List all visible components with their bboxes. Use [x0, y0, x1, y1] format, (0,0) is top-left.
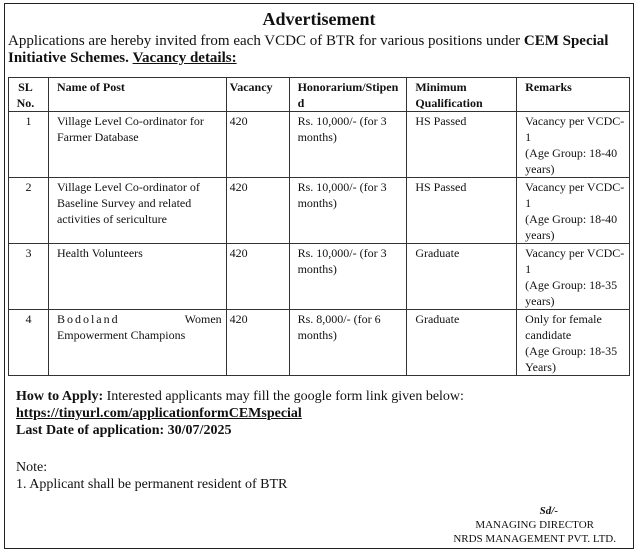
remarks-eligibility: Only for female candidate — [525, 312, 602, 342]
last-date: Last Date of application: 30/07/2025 — [16, 423, 232, 438]
cell-post: Health Volunteers — [48, 244, 226, 310]
cell-sl: 4 — [9, 310, 49, 376]
application-form-link[interactable]: https://tinyurl.com/applicationformCEMspecial — [16, 406, 302, 421]
cell-qualification: HS Passed — [407, 178, 517, 244]
header-remarks: Remarks — [517, 78, 630, 112]
cell-honorarium: Rs. 8,000/- (for 6 months) — [289, 310, 407, 376]
header-post: Name of Post — [48, 78, 226, 112]
note-label: Note: — [16, 460, 48, 475]
post-line-2: Empowerment Champions — [56, 328, 186, 342]
signatory-designation: MANAGING DIRECTOR — [475, 519, 594, 531]
cell-vacancy: 420 — [226, 178, 289, 244]
intro-text: Applications are hereby invited from each VCDC of BTR for various positions under — [8, 33, 524, 49]
remarks-age: (Age Group: 18-40 years) — [525, 146, 618, 176]
cell-post: Village Level Co-ordinator for Farmer Database — [48, 112, 226, 178]
header-qualification: Minimum Qualification — [407, 78, 517, 112]
cell-vacancy: 420 — [226, 310, 289, 376]
cell-qualification: HS Passed — [407, 112, 517, 178]
how-to-apply-section — [16, 388, 464, 439]
cell-remarks — [517, 244, 630, 310]
table-row — [9, 310, 630, 376]
signatory-organization: NRDS MANAGEMENT PVT. LTD. — [453, 533, 616, 545]
cell-remarks — [517, 310, 630, 376]
intro-paragraph — [8, 33, 629, 67]
cell-vacancy: 420 — [226, 244, 289, 310]
remarks-age: (Age Group: 18-40 years) — [525, 212, 618, 242]
note-item: 1. Applicant shall be permanent resident of BTR — [16, 477, 288, 492]
how-to-apply-label: How to Apply: — [16, 389, 104, 404]
advertisement-document — [4, 3, 634, 549]
signature-sd: Sd/- — [539, 505, 558, 517]
vacancy-details-label: Vacancy details: — [132, 50, 237, 66]
remarks-vacancy: Vacancy per VCDC-1 — [525, 114, 625, 144]
cell-remarks — [517, 112, 630, 178]
cell-post: Village Level Co-ordinator of Baseline Survey and related activities of sericulture — [48, 178, 226, 244]
cell-sl: 1 — [9, 112, 49, 178]
header-sl: SL No. — [9, 78, 49, 112]
remarks-age: (Age Group: 18-35 years) — [525, 278, 618, 308]
cell-qualification: Graduate — [407, 310, 517, 376]
cell-honorarium: Rs. 10,000/- (for 3 months) — [289, 112, 407, 178]
cell-sl: 2 — [9, 178, 49, 244]
header-vacancy: Vacancy — [226, 78, 289, 112]
post-word-2: Women — [184, 312, 222, 326]
table-row — [9, 112, 630, 178]
how-to-apply-text: Interested applicants may fill the google form link given below: — [103, 389, 464, 404]
cell-vacancy: 420 — [226, 112, 289, 178]
signature-block — [453, 504, 616, 546]
cell-honorarium: Rs. 10,000/- (for 3 months) — [289, 244, 407, 310]
table-row — [9, 244, 630, 310]
cell-post — [48, 310, 226, 376]
intro-scheme-name: CEM Special Initiative Schemes. — [8, 33, 609, 66]
note-section — [16, 459, 287, 493]
cell-qualification: Graduate — [407, 244, 517, 310]
cell-honorarium: Rs. 10,000/- (for 3 months) — [289, 178, 407, 244]
post-line-1 — [57, 311, 222, 327]
remarks-age: (Age Group: 18-35 Years) — [525, 344, 618, 374]
how-to-apply-line — [16, 388, 464, 405]
post-word-1: Bodoland — [56, 312, 120, 326]
cell-remarks — [517, 178, 630, 244]
table-header-row — [9, 78, 630, 112]
table-row — [9, 178, 630, 244]
header-honorarium: Honorarium/Stipend — [289, 78, 407, 112]
cell-sl: 3 — [9, 244, 49, 310]
remarks-vacancy: Vacancy per VCDC-1 — [525, 180, 625, 210]
vacancy-table — [8, 77, 630, 376]
remarks-vacancy: Vacancy per VCDC-1 — [525, 246, 625, 276]
page-title: Advertisement — [262, 9, 376, 29]
